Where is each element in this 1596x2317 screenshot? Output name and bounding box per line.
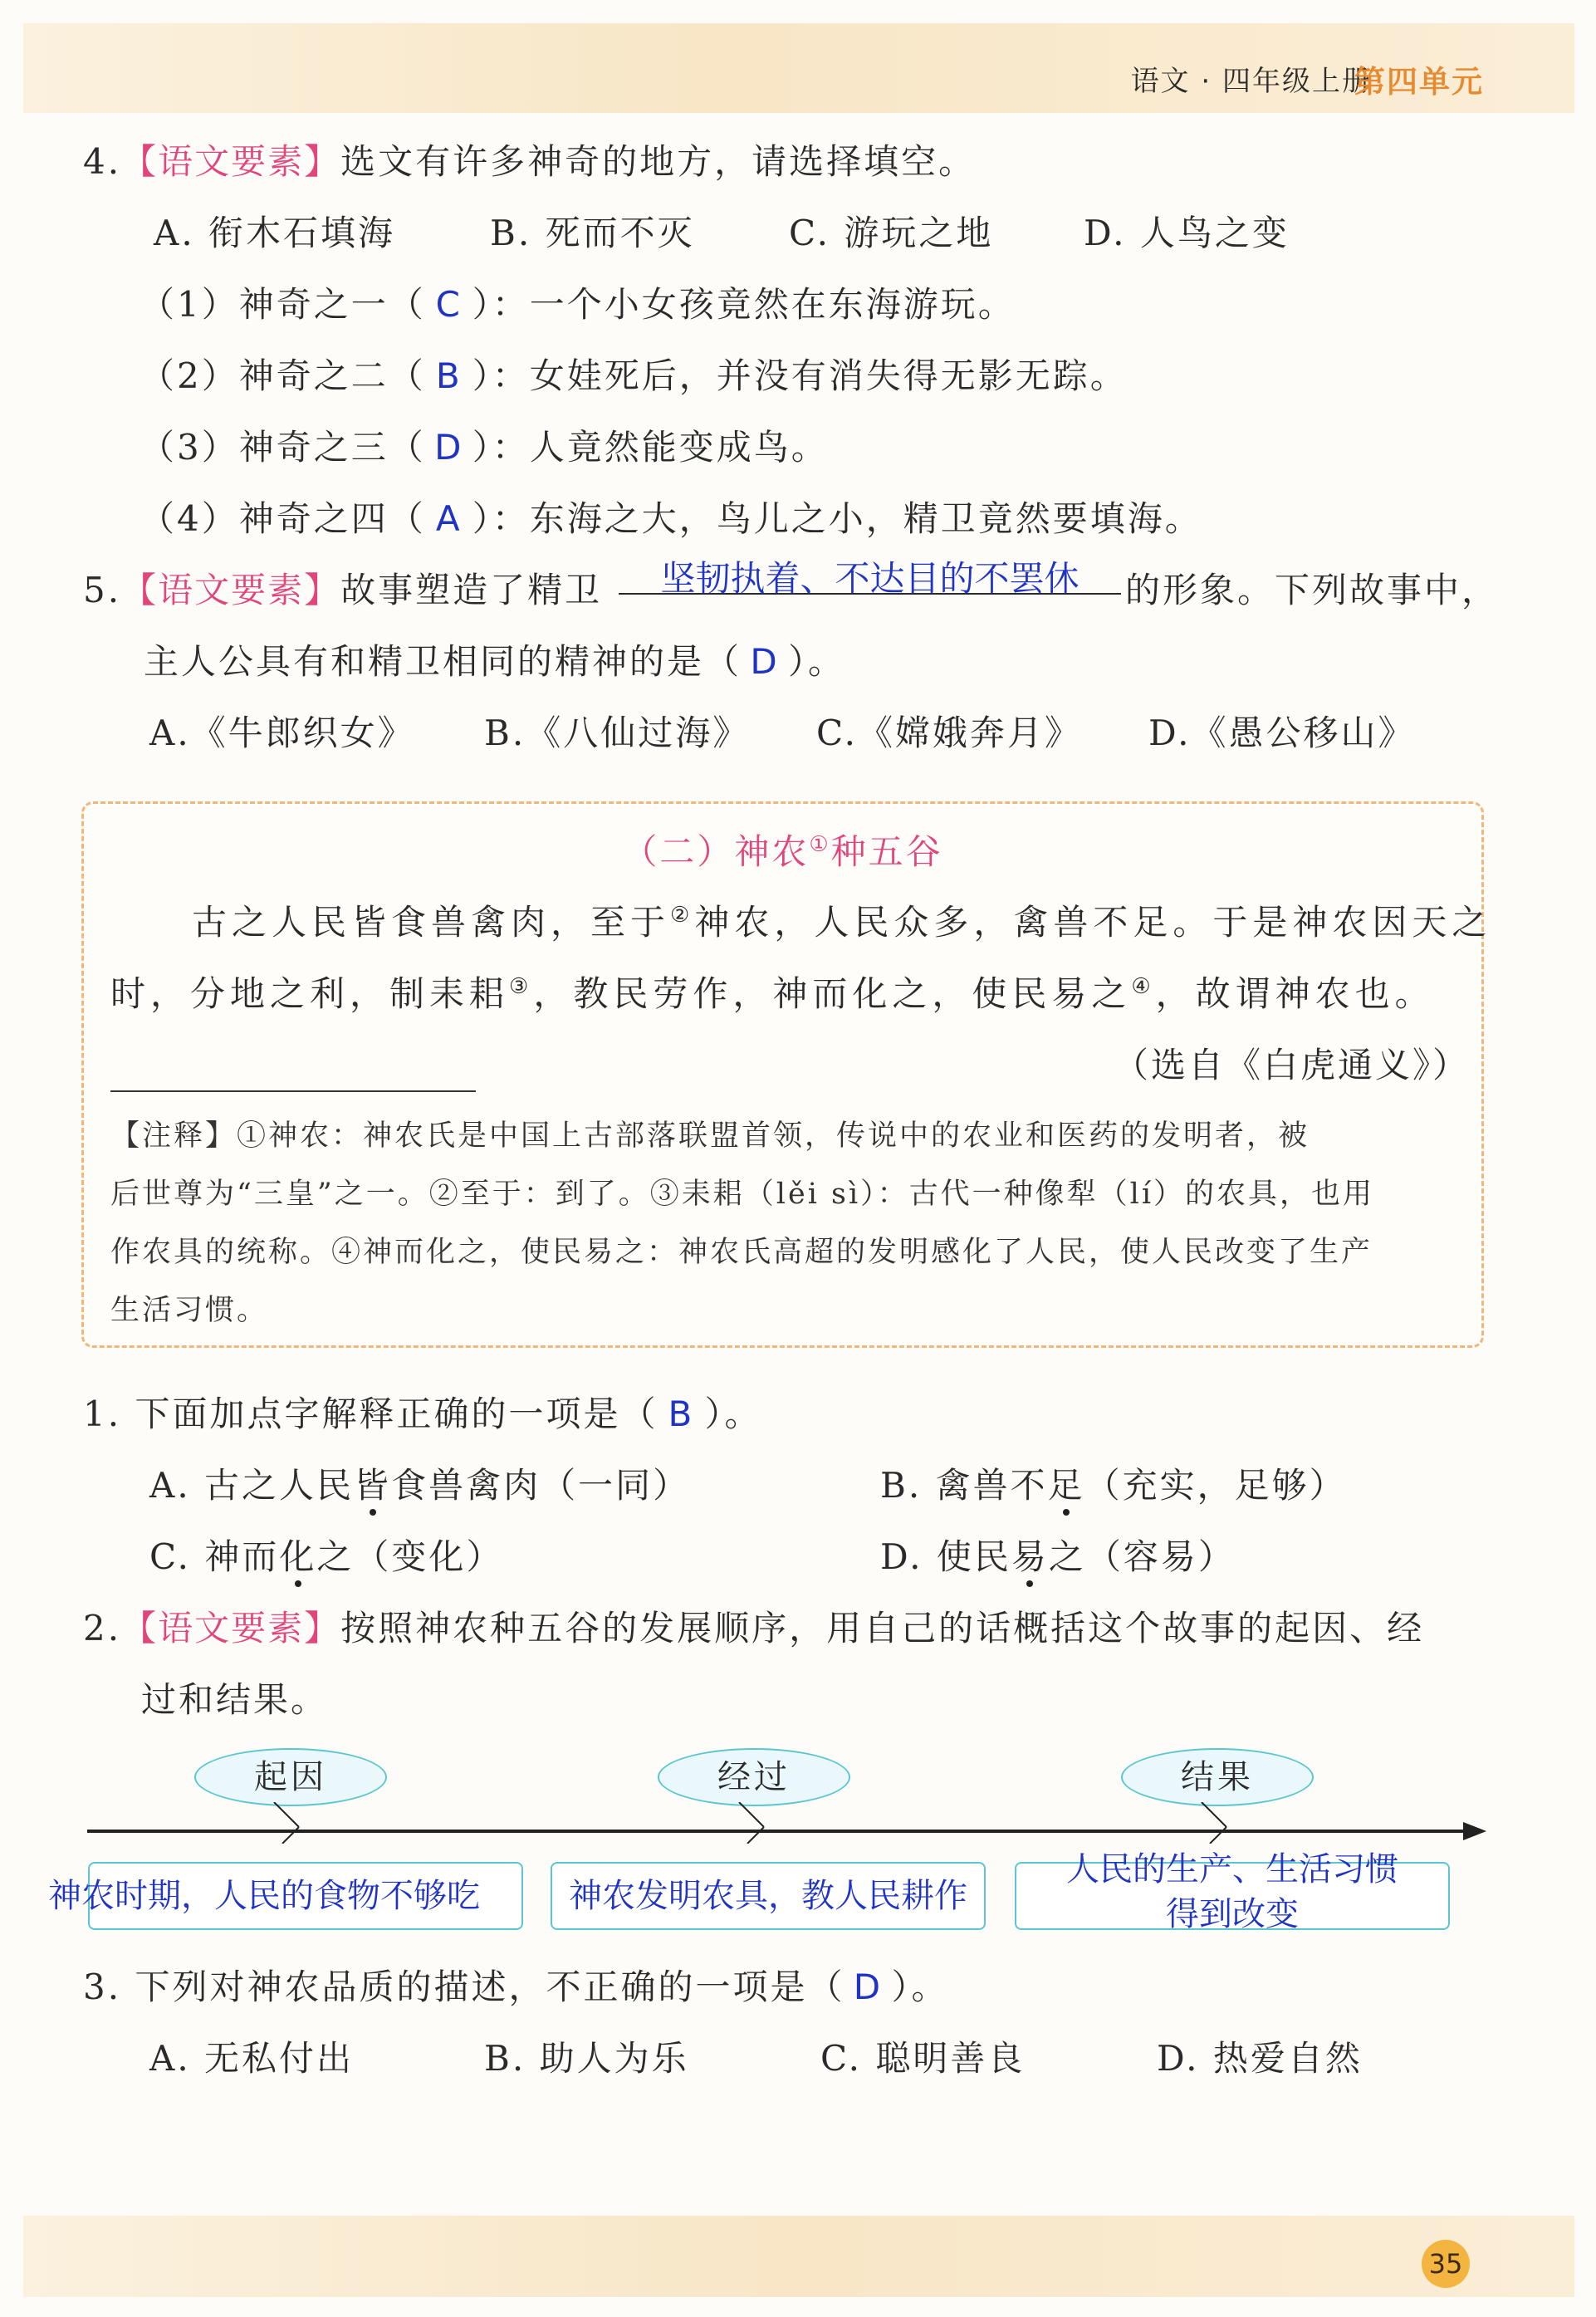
p1-number: 1. xyxy=(83,1394,122,1434)
passage-title: （二）神农①种五谷 xyxy=(622,831,943,872)
q4-answer-4: A xyxy=(435,498,463,539)
p3-stem: 3. 下列对神农品质的描述，不正确的一项是（ D ）。 xyxy=(83,1967,949,2007)
p2-line-1: 2.【语文要素】按照神农种五谷的发展顺序，用自己的话概括这个故事的起因、经 xyxy=(83,1608,1425,1648)
q4-option-c: C. 游玩之地 xyxy=(789,213,994,253)
emphasis-dot-char: 皆 xyxy=(354,1465,392,1506)
page-number: 35 xyxy=(1422,2240,1470,2288)
p1-option-a: A. 古之人民皆食兽禽肉（一同） xyxy=(149,1465,691,1506)
stage-bubble-cause: 起因 xyxy=(194,1748,387,1806)
q5-line-2: 主人公具有和精卫相同的精神的是（ D ）。 xyxy=(144,641,846,682)
passage-line-2: 时，分地之利，制耒耜③，教民劳作，神而化之，使民易之④，故谓神农也。 xyxy=(110,973,1435,1014)
q5-option-a: A.《牛郎织女》 xyxy=(149,713,415,753)
note-line-3: 作农具的统称。④神而化之，使民易之：神农氏高超的发明感化了人民，使人民改变了生产 xyxy=(110,1236,1373,1269)
timeline-arrow-head xyxy=(1463,1822,1486,1840)
q5-answer-blank: 坚韧执着、不达目的不罢休 xyxy=(619,551,1121,595)
q4-answer-2: B xyxy=(435,355,463,396)
q4-option-d: D. 人鸟之变 xyxy=(1084,213,1290,253)
stage-bubble-result: 结果 xyxy=(1121,1748,1314,1806)
q4-answer-3: D xyxy=(434,427,464,468)
q5-line-1-pre: 5.【语文要素】故事塑造了精卫 xyxy=(83,570,603,610)
notes-divider xyxy=(110,1090,476,1092)
q4-number: 4. xyxy=(83,141,122,182)
q4-item-3: （3）神奇之三（ D ）：人竟然能变成鸟。 xyxy=(140,427,829,468)
p3-option-d: D. 热爱自然 xyxy=(1157,2038,1363,2079)
answer-box-result: 人民的生产、生活习惯 得到改变 xyxy=(1015,1862,1450,1930)
note-line-4: 生活习惯。 xyxy=(110,1294,269,1327)
book-title: 语文 · 四年级上册 xyxy=(1130,65,1372,98)
q4-item-4: （4）神奇之四（ A ）：东海之大，鸟儿之小，精卫竟然要填海。 xyxy=(140,498,1202,539)
note-line-2: 后世尊为“三皇”之一。②至于：到了。③耒耜（lěi sì）：古代一种像犁（lí）的农具，也用 xyxy=(110,1178,1375,1211)
q4-item-1: （1）神奇之一（ C ）：一个小女孩竟然在东海游玩。 xyxy=(140,284,1016,325)
passage-source: （选自《白虎通义》） xyxy=(1114,1045,1471,1085)
unit-title: 第四单元 xyxy=(1354,64,1484,100)
q5-number: 5. xyxy=(83,570,122,610)
p1-option-d: D. 使民易之（容易） xyxy=(880,1536,1236,1577)
p3-answer: D xyxy=(853,1967,884,2007)
p2-number: 2. xyxy=(83,1608,122,1648)
q5-answer: D xyxy=(750,641,780,682)
p1-answer: B xyxy=(668,1394,695,1434)
q4-stem xyxy=(83,135,976,184)
bubble-pointer xyxy=(266,1802,324,1844)
passage-box xyxy=(81,801,1492,1348)
answer-box-cause: 神农时期，人民的食物不够吃 xyxy=(88,1862,523,1930)
emphasis-dot-char: 足 xyxy=(1047,1465,1085,1506)
q4-option-b: B. 死而不灭 xyxy=(490,213,695,253)
p2-tag: 【语文要素】 xyxy=(121,1608,341,1648)
p3-option-b: B. 助人为乐 xyxy=(484,2038,689,2079)
emphasis-dot-char: 易 xyxy=(1011,1536,1049,1577)
q5-option-c: C.《嫦娥奔月》 xyxy=(816,713,1082,753)
q5-line-1-post: 的形象。下列故事中， xyxy=(1125,570,1500,610)
p1-option-b: B. 禽兽不足（充实，足够） xyxy=(880,1465,1347,1506)
q4-option-a: A. 衔木石填海 xyxy=(154,213,396,253)
q4-tag: 【语文要素】 xyxy=(121,141,341,182)
q4-item-2: （2）神奇之二（ B ）：女娃死后，并没有消失得无影无踪。 xyxy=(140,355,1128,396)
passage-line-1: 古之人民皆食兽禽肉，至于②神农，人民众多，禽兽不足。于是神农因天之 xyxy=(192,902,1492,943)
q5-option-d: D.《愚公移山》 xyxy=(1148,713,1416,753)
footer-band xyxy=(23,2216,1574,2297)
q5-tag: 【语文要素】 xyxy=(121,570,341,610)
timeline-arrow-line xyxy=(87,1830,1466,1833)
bubble-pointer xyxy=(1193,1802,1251,1844)
q5-option-b: B.《八仙过海》 xyxy=(484,713,751,753)
p2-line-2: 过和结果。 xyxy=(141,1679,329,1720)
q4-answer-1: C xyxy=(435,284,463,325)
emphasis-dot-char: 化 xyxy=(279,1536,317,1577)
p3-option-c: C. 聪明善良 xyxy=(820,2038,1026,2079)
note-line-1: 【注释】①神农：神农氏是中国上古部落联盟首领，传说中的农业和医药的发明者，被 xyxy=(110,1119,1310,1153)
q4-stem-text: 选文有许多神奇的地方，请选择填空。 xyxy=(340,141,977,182)
p1-option-c: C. 神而化之（变化） xyxy=(149,1536,504,1577)
p3-option-a: A. 无私付出 xyxy=(149,2038,355,2079)
p1-stem: 1. 下面加点字解释正确的一项是（ B ）。 xyxy=(83,1394,762,1434)
answer-box-process: 神农发明农具，教人民耕作 xyxy=(551,1862,986,1930)
p3-number: 3. xyxy=(83,1967,122,2007)
stage-bubble-process: 经过 xyxy=(658,1748,850,1806)
bubble-pointer xyxy=(731,1802,789,1844)
